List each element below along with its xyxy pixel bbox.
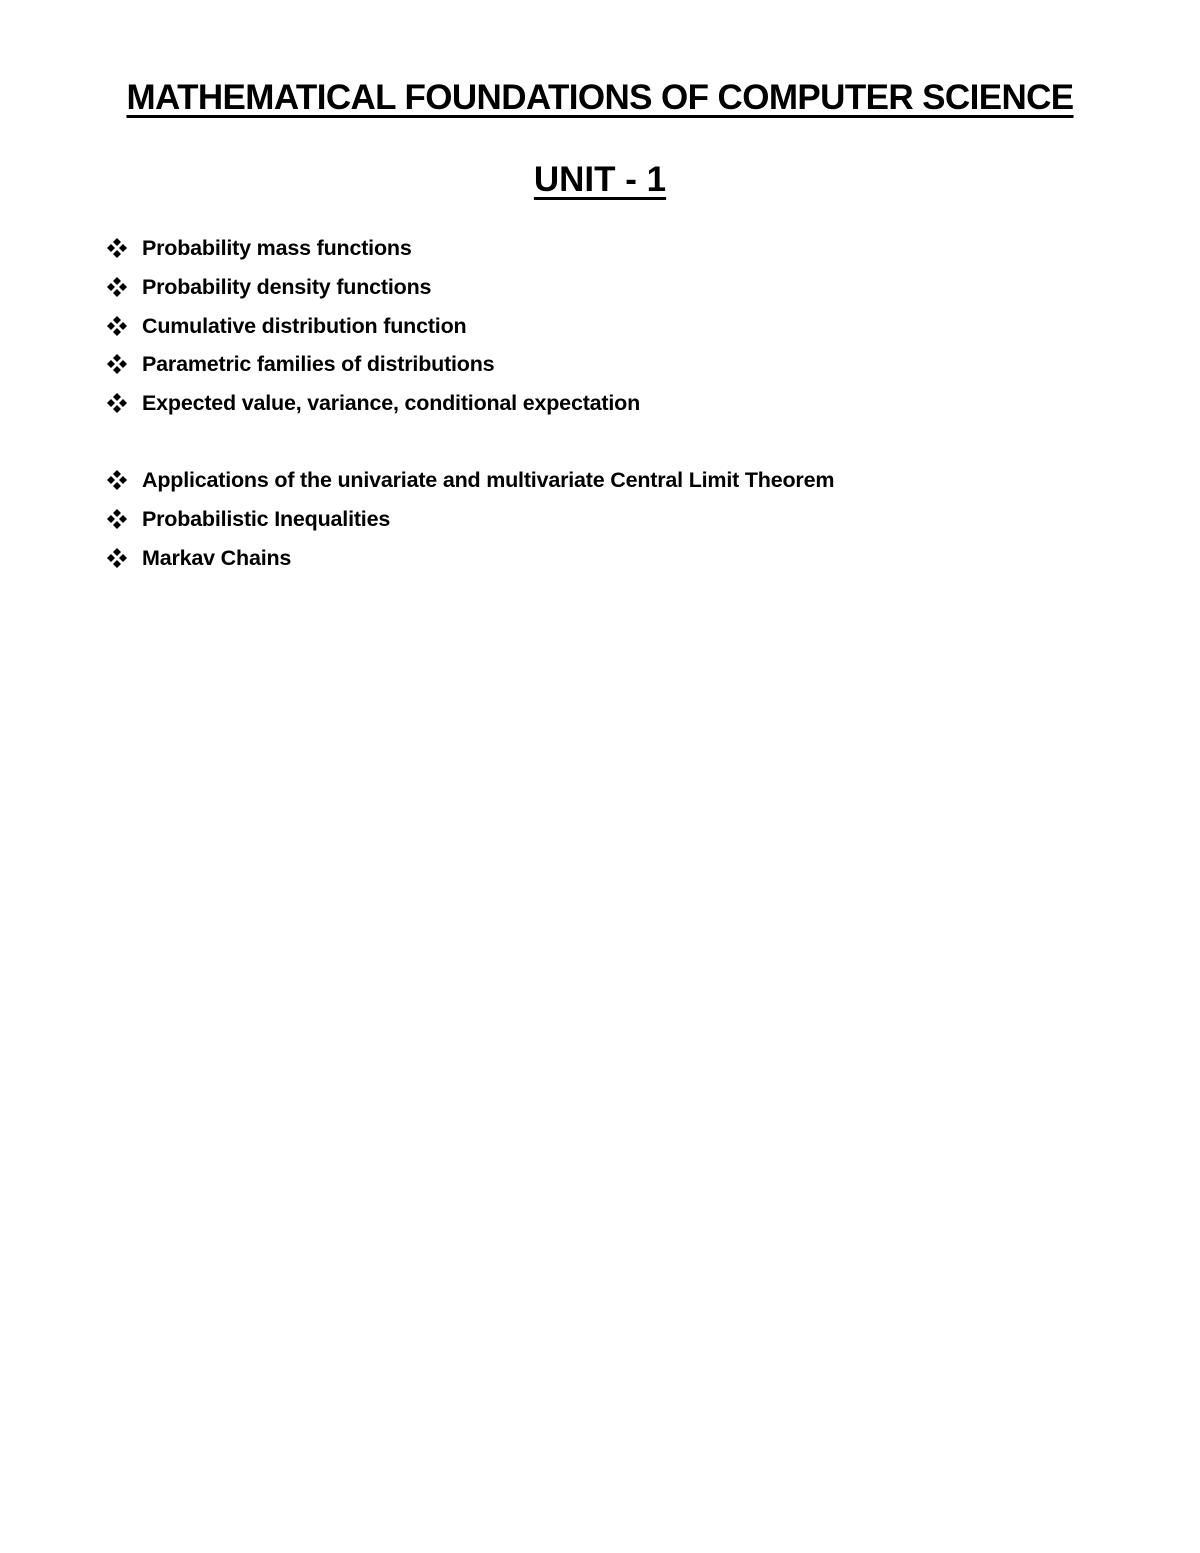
list-item <box>106 345 640 384</box>
topic-label: Parametric families of distributions <box>142 352 495 377</box>
topic-label: Expected value, variance, conditional expectation <box>142 391 641 416</box>
document-title <box>0 74 1200 122</box>
four-diamond-bullet-icon <box>106 353 142 375</box>
four-diamond-bullet-icon <box>106 392 142 414</box>
list-item <box>106 538 834 577</box>
topic-list-group-2 <box>106 461 834 577</box>
list-item <box>106 268 640 307</box>
topic-label: Applications of the univariate and multivariate Central Limit Theorem <box>142 468 835 493</box>
list-item <box>106 384 640 423</box>
unit-heading <box>0 156 1200 204</box>
list-item <box>106 229 640 268</box>
topic-label: Markav Chains <box>142 545 292 570</box>
unit-heading-text: UNIT - 1 <box>533 160 667 199</box>
four-diamond-bullet-icon <box>106 276 142 298</box>
list-item <box>106 306 640 345</box>
topic-label: Cumulative distribution function <box>142 313 467 338</box>
topic-label: Probability density functions <box>142 275 432 300</box>
list-item <box>106 461 834 500</box>
four-diamond-bullet-icon <box>106 547 142 569</box>
document-title-text: MATHEMATICAL FOUNDATIONS OF COMPUTER SCIENCE <box>126 78 1074 117</box>
list-item <box>106 500 834 539</box>
four-diamond-bullet-icon <box>106 508 142 530</box>
topic-label: Probability mass functions <box>142 236 412 261</box>
four-diamond-bullet-icon <box>106 469 142 491</box>
topic-label: Probabilistic Inequalities <box>142 507 391 532</box>
four-diamond-bullet-icon <box>106 315 142 337</box>
four-diamond-bullet-icon <box>106 237 142 259</box>
topic-list-group-1 <box>106 229 640 422</box>
